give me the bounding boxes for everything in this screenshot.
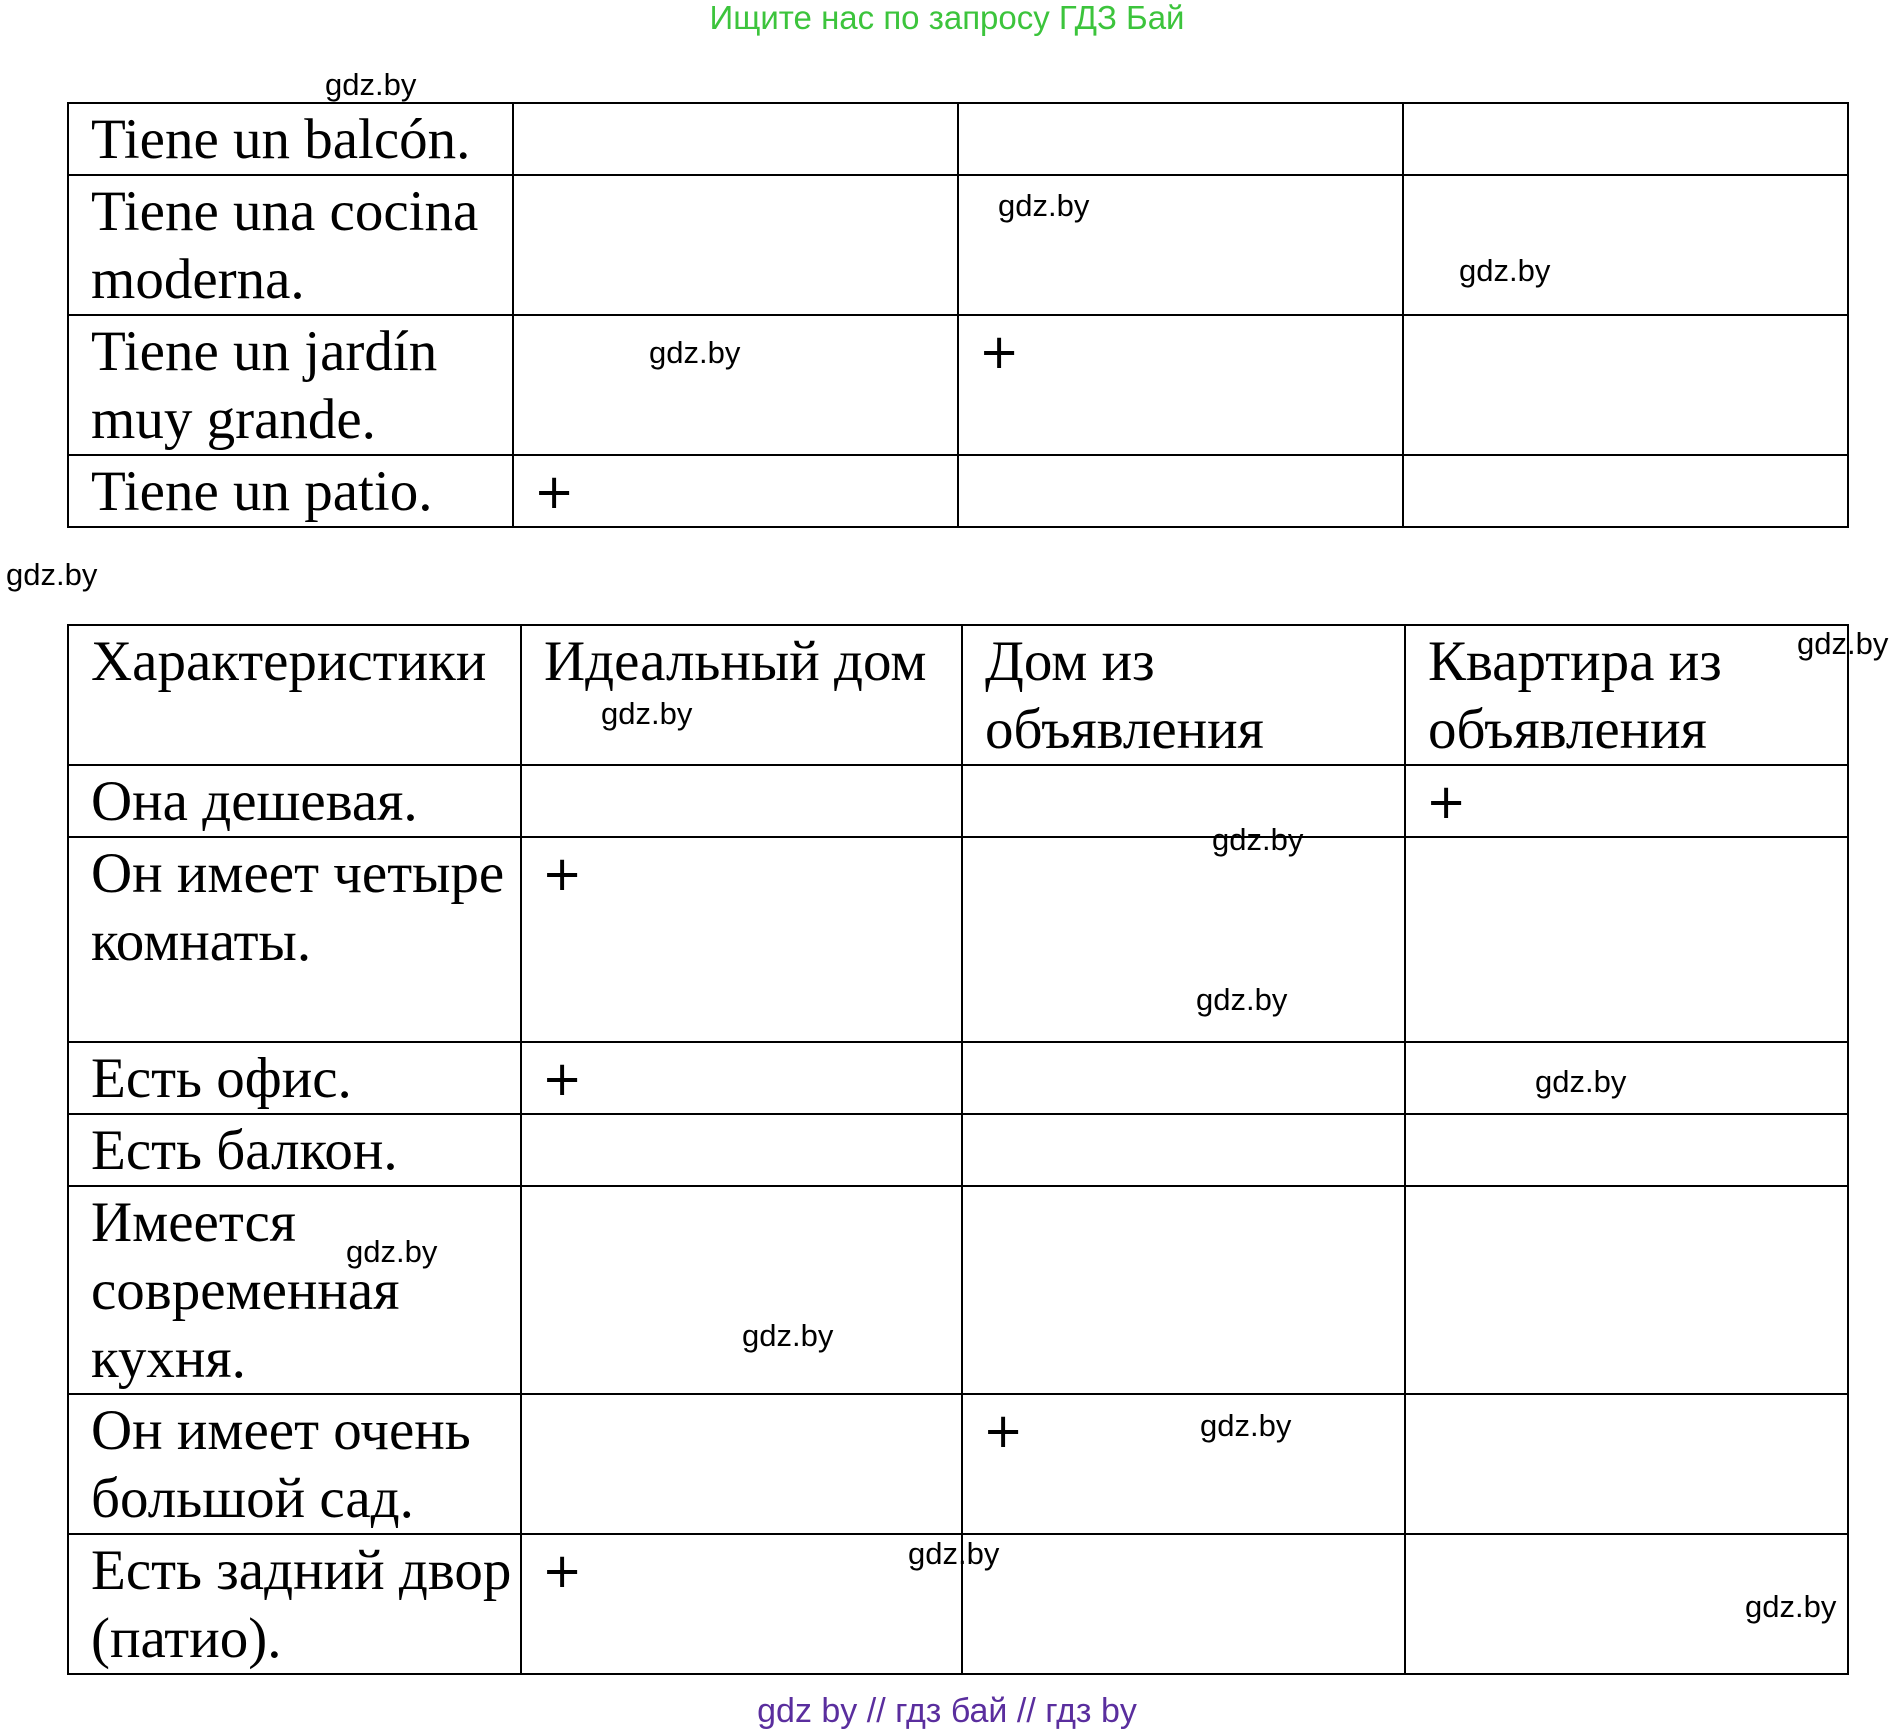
watermark: gdz.by [1196,982,1288,1017]
header-ad-apartment: Квартира из объявления [1405,625,1848,765]
table-row [68,1114,1848,1186]
top-banner: Ищите нас по запросу ГДЗ Бай [709,0,1185,36]
ad-house-cell [962,1114,1405,1186]
row-label: Она дешевая. [68,765,521,837]
watermark: gdz.by [1745,1589,1837,1624]
row-label: Он имеет очень большой сад. [68,1394,521,1534]
table-row [68,315,1848,455]
ideal-house-cell [521,765,962,837]
ad-apartment-cell [1405,1186,1848,1394]
ad-house-cell [958,455,1403,527]
ad-house-cell: + [962,1394,1405,1534]
watermark: gdz.by [1535,1064,1627,1099]
row-label: Tiene un jardín muy grande. [68,315,513,455]
row-label: Tiene un balcón. [68,103,513,175]
row-label: Имеется современная кухня. [68,1186,521,1394]
russian-features-table [67,624,1849,1675]
table-header-row [68,625,1848,765]
watermark: gdz.by [998,188,1090,223]
row-label: Tiene un patio. [68,455,513,527]
ad-apartment-cell [1405,837,1848,1042]
ideal-house-cell [521,1394,962,1534]
ideal-house-cell: + [513,455,958,527]
ad-house-cell [962,1534,1405,1674]
footer: gdz by // гдз бай // гдз by [757,1692,1137,1730]
ideal-house-cell [521,1186,962,1394]
ad-house-cell [962,837,1405,1042]
ad-apartment-cell [1405,1394,1848,1534]
watermark: gdz.by [6,557,98,592]
ideal-house-cell: + [521,837,962,1042]
ad-house-cell [958,103,1403,175]
table-row [68,1394,1848,1534]
watermark: gdz.by [346,1234,438,1269]
row-label: Есть задний двор (патио). [68,1534,521,1674]
row-label: Есть офис. [68,1042,521,1114]
ad-apartment-cell [1403,175,1848,315]
ad-apartment-cell: + [1405,765,1848,837]
ideal-house-cell: + [521,1534,962,1674]
watermark: gdz.by [908,1536,1000,1571]
watermark: gdz.by [1212,822,1304,857]
ad-apartment-cell [1403,315,1848,455]
table-row [68,1186,1848,1394]
table-row [68,175,1848,315]
ad-apartment-cell [1405,1114,1848,1186]
watermark: gdz.by [325,67,417,102]
header-ad-house: Дом из объявления [962,625,1405,765]
header-characteristics: Характеристики [68,625,521,765]
ideal-house-cell [521,1114,962,1186]
ideal-house-cell: + [521,1042,962,1114]
watermark: gdz.by [1797,626,1889,661]
watermark: gdz.by [742,1318,834,1353]
table-row [68,765,1848,837]
ad-house-cell [962,1042,1405,1114]
row-label: Tiene una cocina moderna. [68,175,513,315]
row-label: Он имеет четыре комнаты. [68,837,521,1042]
row-label: Есть балкон. [68,1114,521,1186]
ad-apartment-cell [1403,103,1848,175]
ad-house-cell [962,1186,1405,1394]
ideal-house-cell [513,175,958,315]
watermark: gdz.by [1459,253,1551,288]
ad-apartment-cell [1403,455,1848,527]
ad-apartment-cell [1405,1042,1848,1114]
watermark: gdz.by [1200,1408,1292,1443]
spanish-features-table [67,102,1849,528]
watermark: gdz.by [649,335,741,370]
watermark: gdz.by [601,696,693,731]
table-row [68,837,1848,1042]
ideal-house-cell [513,103,958,175]
table-row [68,103,1848,175]
ad-house-cell [962,765,1405,837]
table-row [68,455,1848,527]
ad-house-cell: + [958,315,1403,455]
header-ideal-house: Идеальный дом [521,625,962,765]
